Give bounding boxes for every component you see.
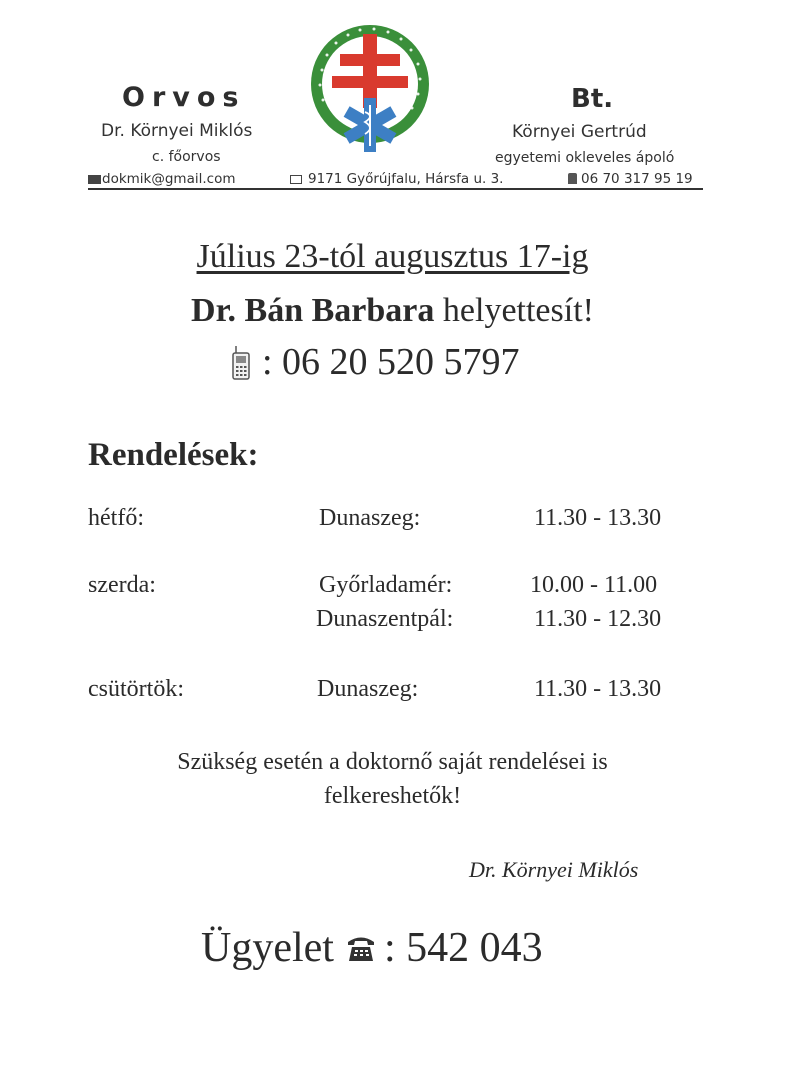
postal-address: 9171 Győrújfalu, Hársfa u. 3. [308,171,504,187]
mobile-phone-icon [232,344,250,380]
nurse-name: Környei Gertrúd [512,122,647,142]
substitute-mobile-number: : 06 20 520 5797 [262,341,520,383]
mailbox-icon [290,175,302,184]
schedule-time: 10.00 - 11.00 [530,572,658,598]
schedule-place: Dunaszeg: [317,676,419,702]
duty-line [201,924,543,972]
phone-number: 06 70 317 95 19 [581,171,693,187]
note-line-1: Szükség esetén a doktornő saját rendelései is [177,749,608,775]
email-contact [88,171,235,187]
practice-title-left: Orvos [122,82,246,113]
doctor-role: c. főorvos [152,149,221,165]
phone-icon [568,173,577,184]
schedule-time: 11.30 - 13.30 [534,676,662,702]
header-divider [88,188,703,190]
schedule-time: 11.30 - 13.30 [534,505,662,531]
doctor-name: Dr. Környei Miklós [101,121,253,141]
nurse-role: egyetemi okleveles ápoló [495,150,675,166]
schedule-place: Dunaszeg: [319,505,421,531]
telephone-icon [346,933,376,963]
practice-title-right: Bt. [571,84,614,114]
duty-number: : 542 043 [383,925,543,971]
schedule-place: Győrladamér: [319,572,453,598]
note-line-2: felkereshetők! [323,783,462,809]
substitute-doctor-name: Dr. Bán Barbara [191,292,435,329]
schedule-title: Rendelések: [88,437,259,473]
schedule-day: hétfő: [88,505,144,531]
medical-logo [308,22,432,152]
phone-contact [568,171,693,187]
schedule-day: szerda: [88,572,156,598]
schedule-place: Dunaszentpál: [316,606,454,632]
substitution-period: Július 23-tól augusztus 17-ig [196,238,589,275]
substitute-mobile [232,340,520,384]
email-icon [88,175,101,184]
signature: Dr. Környei Miklós [469,857,639,882]
medical-cross-star-of-life-logo [308,22,432,152]
duty-label: Ügyelet [201,925,334,971]
substitute-text: helyettesít! [442,292,594,329]
schedule-time: 11.30 - 12.30 [534,606,662,632]
email-address: dokmik@gmail.com [102,171,236,187]
schedule-day: csütörtök: [88,676,184,702]
address-contact [290,171,503,187]
substitute-line [0,292,785,330]
